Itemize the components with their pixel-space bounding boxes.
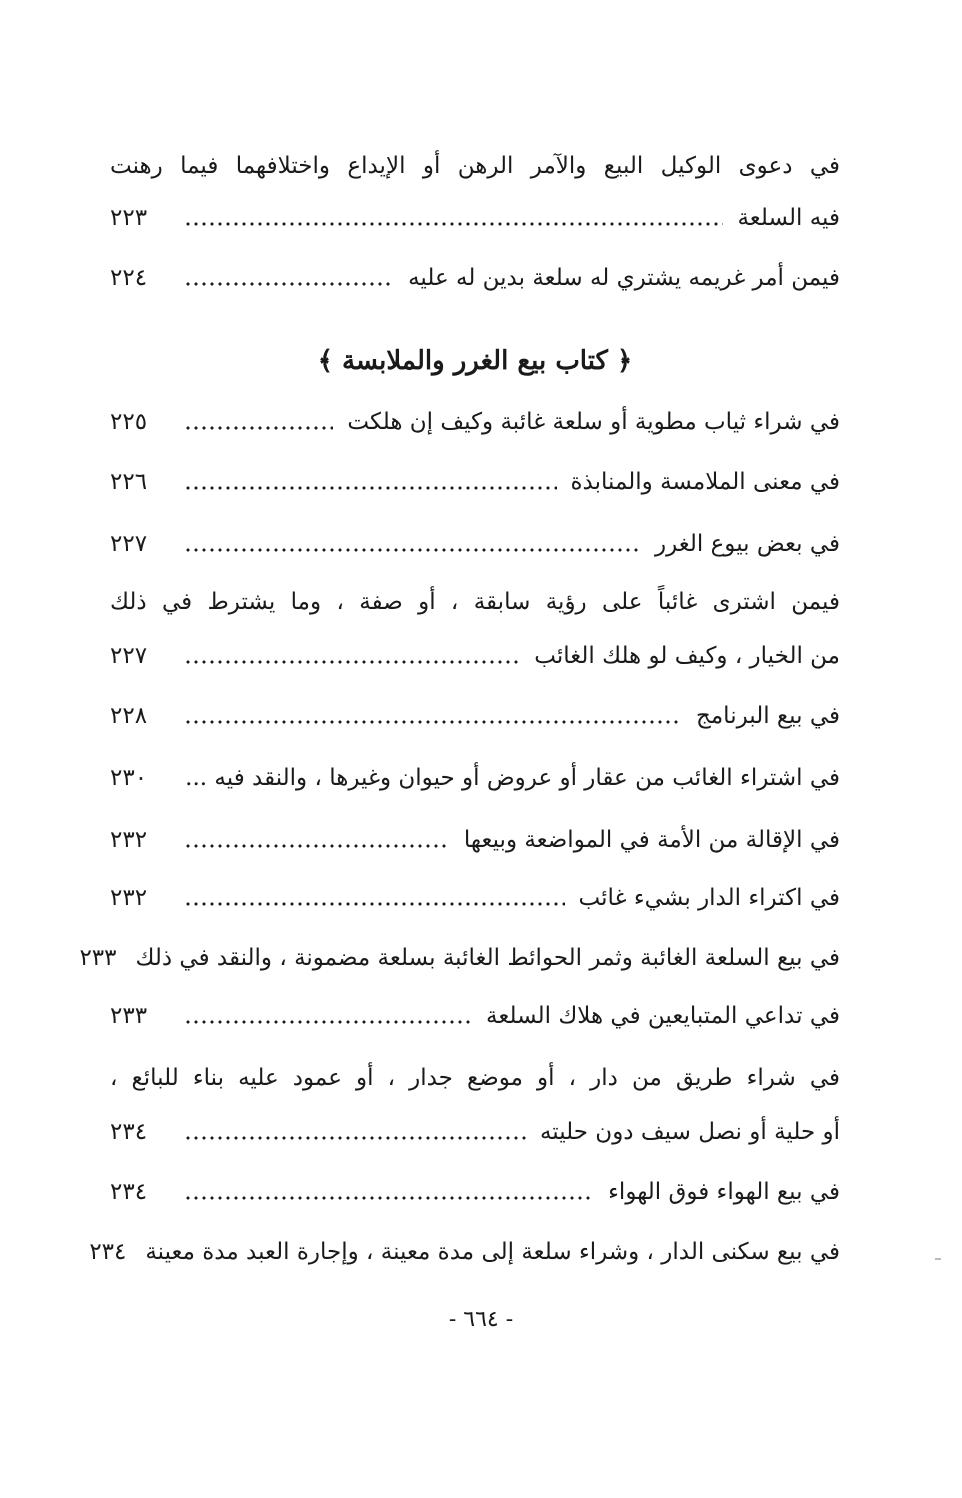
page-reference: ٢٢٦ [110, 469, 148, 495]
leader-dots [184, 424, 333, 432]
index-entry [110, 522, 840, 566]
page-reference: ٢٣٤ [110, 1179, 148, 1205]
leader-dots [184, 546, 641, 554]
index-entry-line1 [110, 1056, 840, 1100]
entry-text: في شراء ثياب مطوية أو سلعة غائبة وكيف إن هلكت [347, 409, 840, 435]
entry-text: فيمن أمر غريمه يشتري له سلعة بدين له عليه [408, 265, 840, 291]
page-reference: ٢٣٤ [89, 1239, 127, 1265]
entry-text: فيمن اشترى غائباً على رؤية سابقة ، أو صفة ، وما يشترط في ذلك [110, 589, 840, 615]
entry-text: في بيع السلعة الغائبة وثمر الحوائط الغائبة بسلعة مضمونة ، والنقد في ذلك [135, 945, 840, 971]
page-reference: ٢٢٣ [110, 205, 148, 231]
page-reference: ٢٣٤ [110, 1119, 148, 1145]
index-entry-line2 [110, 1110, 840, 1154]
entry-text: في بيع الهواء فوق الهواء [608, 1179, 840, 1205]
leader-dots [184, 280, 394, 288]
scan-mark [935, 1258, 941, 1260]
entry-text: من الخيار ، وكيف لو هلك الغائب [534, 643, 840, 669]
index-entry [110, 694, 840, 738]
page-reference: ٢٢٧ [110, 531, 148, 557]
index-entry-line2 [110, 634, 840, 678]
leader-dots [184, 220, 723, 228]
page-number: - ٦٦٤ - [448, 1307, 514, 1332]
entry-text: في تداعي المتبايعين في هلاك السلعة [486, 1003, 840, 1029]
index-entry [110, 818, 840, 862]
entry-text: في اكتراء الدار بشيء غائب [578, 885, 840, 911]
leader-dots [184, 842, 450, 850]
index-entry [110, 876, 840, 920]
entry-text: في بيع سكنى الدار ، وشراء سلعة إلى مدة معينة ، وإجارة العبد مدة معينة [145, 1239, 840, 1265]
index-entry [110, 756, 840, 800]
leader-dots [184, 658, 520, 666]
leader-dots [184, 900, 565, 908]
index-entry [89, 1230, 840, 1274]
page-reference: ٢٢٤ [110, 265, 148, 291]
section-heading: ﴿ كتاب بيع الغرر والملابسة ﴾ [317, 346, 633, 376]
index-entry [110, 400, 840, 444]
index-entry-continuation-line1 [110, 144, 840, 188]
entry-text: في اشتراء الغائب من عقار أو عروض أو حيوان وغيرها ، والنقد فيه ... [185, 765, 840, 791]
page-reference: ٢٣٣ [79, 945, 117, 971]
index-entry-line1 [110, 580, 840, 624]
index-entry [79, 936, 840, 980]
page-reference: ٢٣٣ [110, 1003, 148, 1029]
page-reference: ٢٢٥ [110, 409, 148, 435]
leader-dots [184, 718, 682, 726]
page-reference: ٢٣٠ [110, 765, 148, 791]
entry-text: في دعوى الوكيل البيع والآمر الرهن أو الإيداع واختلافهما فيما رهنت [110, 153, 840, 179]
page-reference: ٢٣٢ [110, 827, 148, 853]
index-entry [110, 994, 840, 1038]
leader-dots [184, 484, 557, 492]
leader-dots [184, 1134, 526, 1142]
entry-text: في معنى الملامسة والمنابذة [570, 469, 840, 495]
leader-dots [184, 1194, 594, 1202]
leader-dots [184, 1018, 472, 1026]
index-entry [110, 256, 840, 300]
index-entry [110, 460, 840, 504]
entry-text: في شراء طريق من دار ، أو موضع جدار ، أو عمود عليه بناء للبائع ، [110, 1065, 840, 1091]
entry-text: فيه السلعة [737, 205, 840, 231]
index-entry-continuation-line2 [110, 196, 840, 240]
page-reference: ٢٢٨ [110, 703, 148, 729]
entry-text: في الإقالة من الأمة في المواضعة وبيعها [463, 827, 840, 853]
page-reference: ٢٣٢ [110, 885, 148, 911]
entry-text: في بعض بيوع الغرر [654, 531, 840, 557]
page-reference: ٢٢٧ [110, 643, 148, 669]
entry-text: أو حلية أو نصل سيف دون حليته [539, 1119, 840, 1145]
index-entry [110, 1170, 840, 1214]
entry-text: في بيع البرنامج [696, 703, 840, 729]
